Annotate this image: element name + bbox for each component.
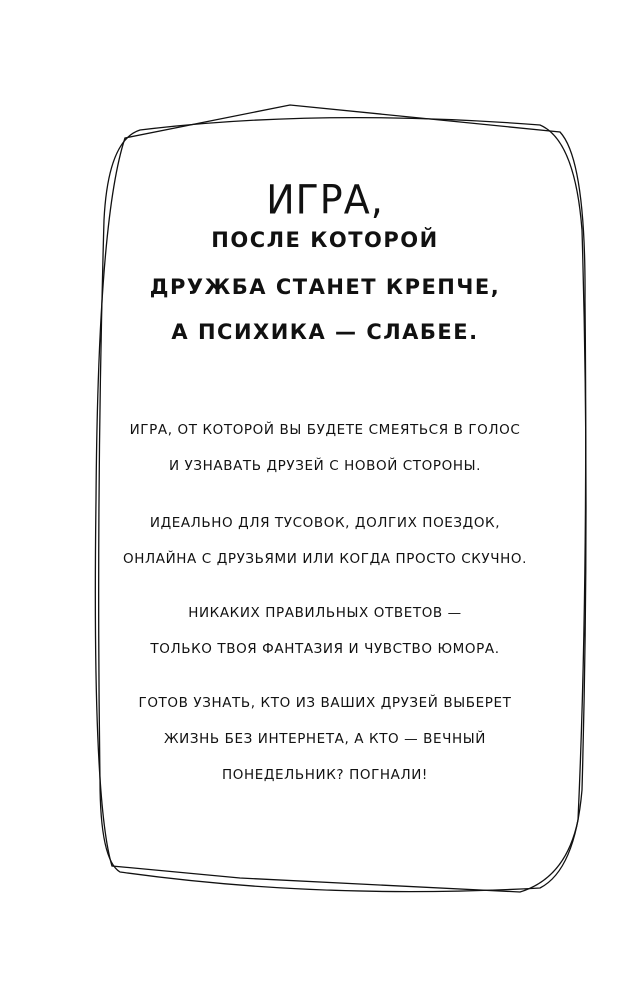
paragraph-3: [100, 595, 550, 667]
paragraph-2-line-2: ОНЛАЙНА С ДРУЗЬЯМИ ИЛИ КОГДА ПРОСТО СКУЧНО.: [123, 551, 527, 567]
paragraph-1: [100, 412, 550, 484]
paragraph-2: [100, 505, 550, 577]
title-line-1: ПОСЛЕ КОТОРОЙ: [211, 228, 439, 252]
title-line-3: А ПСИХИКА — СЛАБЕЕ.: [171, 320, 479, 344]
paragraph-4: [100, 685, 550, 793]
title-line-2: ДРУЖБА СТАНЕТ КРЕПЧЕ,: [149, 275, 501, 299]
page-title: ИГРА,: [266, 176, 384, 224]
paragraph-4-line-1: ГОТОВ УЗНАТЬ, КТО ИЗ ВАШИХ ДРУЗЕЙ ВЫБЕРЕТ: [138, 695, 512, 711]
paragraph-3-line-1: НИКАКИХ ПРАВИЛЬНЫХ ОТВЕТОВ —: [188, 605, 462, 621]
paragraph-3-line-2: ТОЛЬКО ТВОЯ ФАНТАЗИЯ И ЧУВСТВО ЮМОРА.: [150, 641, 500, 657]
paragraph-2-line-1: ИДЕАЛЬНО ДЛЯ ТУСОВОК, ДОЛГИХ ПОЕЗДОК,: [149, 515, 501, 531]
paragraph-1-line-2: И УЗНАВАТЬ ДРУЗЕЙ С НОВОЙ СТОРОНЫ.: [168, 458, 482, 474]
paragraph-1-line-1: ИГРА, ОТ КОТОРОЙ ВЫ БУДЕТЕ СМЕЯТЬСЯ В ГОЛОС: [129, 422, 521, 438]
paragraph-4-line-3: ПОНЕДЕЛЬНИК? ПОГНАЛИ!: [222, 767, 428, 783]
paragraph-4-line-2: ЖИЗНЬ БЕЗ ИНТЕРНЕТА, А КТО — ВЕЧНЫЙ: [164, 731, 486, 747]
